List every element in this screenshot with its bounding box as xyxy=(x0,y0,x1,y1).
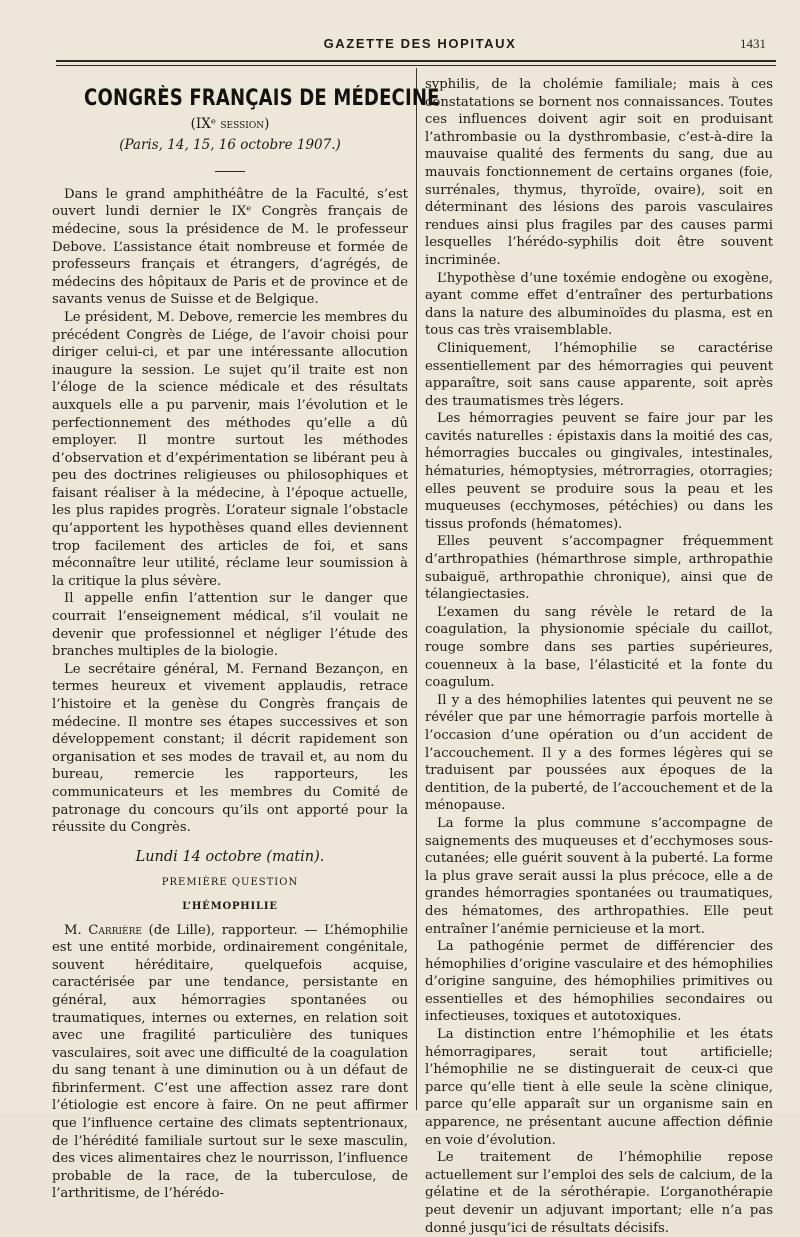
session-word: session xyxy=(216,115,265,132)
session-line xyxy=(52,116,408,134)
session-heading: Lundi 14 octobre (matin). xyxy=(135,848,325,865)
paragraph: La pathogénie permet de différencier des hémophilies d’origine vasculaire et des hémophilies d’origine sanguine, des hémophilies primitives ou essentielles et des hémophilies secondaires ou infectieuses, toxiques et autotoxiques. xyxy=(425,939,773,1025)
paragraph: L’hypothèse d’une toxémie endogène ou exogène, ayant comme effet d’entraîner des perturbations dans la nature des albuminoïdes du plasma, est en tous cas très vraisemblable. xyxy=(425,270,773,339)
question-label: PREMIÈRE QUESTION xyxy=(161,877,299,889)
paragraph: Cliniquement, l’hémophilie se caractérise essentiellement par des hémorragies qui peuvent apparaître, soit sans cause apparente, soit après des traumatismes très légers. xyxy=(425,340,773,409)
paragraph: La forme la plus commune s’accompagne de saignements des muqueuses et d’ecchymoses sous-cutanées; elle guérit souvent à la puberté. La forme la plus grave serait aussi la plus précoce, elle a de grandes hémorragies spontanées ou traumatiques, des hématomes, des arthropathies. Elle peut entraîner l’anémie pernicieuse et la mort. xyxy=(425,815,773,937)
right-column xyxy=(425,76,773,1237)
place-dates: (Paris, 14, 15, 16 octobre 1907.) xyxy=(119,137,341,154)
paragraph: Il y a des hémophilies latentes qui peuvent ne se révéler que par une hémorragie parfois mortelle à l’occasion d’une opération ou d’un accident de l’accouchement. Il y a des formes légères qui se traduisent par poussées aux époques de la dentition, de la puberté, de l’accouchement et de la ménopause. xyxy=(425,692,773,814)
rapporteur-paragraph xyxy=(52,922,408,1204)
left-column xyxy=(52,70,440,1203)
page-number: 1431 xyxy=(740,36,766,51)
rapporteur-name: M. Carrière xyxy=(64,922,142,938)
paragraph: La distinction entre l’hémophilie et les états hémorragipares, serait tout artificielle; l’hémophilie ne se distinguerait de ceux-ci que parce qu’elle tient à elle seule la scène clinique, parce qu’elle apparaît sur un organisme sain en apparence, ne présentant aucune affection définie en voie d’évolution. xyxy=(425,1027,773,1148)
paragraph: L’examen du sang révèle le retard de la coagulation, la physionomie spéciale du caillot, rouge sombre dans ses parties supérieures, couenneux à la base, l’élasticité et la fonte du coagulum. xyxy=(425,604,773,691)
paragraph: Dans le grand amphithéâtre de la Faculté, s’est ouvert lundi dernier le IXᵉ Congrès français de médecine, sous la présidence de M. le professeur Debove. L’assistance était nombreuse et formée de professeurs français et étrangers, d’agrégés, de médecins des hôpitaux de Paris et de province et de savants venus de Suisse et de Belgique. xyxy=(52,186,408,308)
session-number: IXᵉ xyxy=(195,115,217,132)
paragraph: Le secrétaire général, M. Fernand Bezançon, en termes heureux et vivement applaudis, retrace l’histoire et la genèse du Congrès français de médecine. Il montre ses étapes successives et son développement constant; il décrit rapidement son organisation et ses modes de travail et, au nom du bureau, remercie les rapporteurs, les communicateurs et les membres du Comité de patronage du concours qu’ils ont apporté pour la réussite du Congrès. xyxy=(52,661,408,836)
session-open: ( xyxy=(190,115,196,132)
paragraph: Le président, M. Debove, remercie les membres du précédent Congrès de Liége, de l’avoir choisi pour diriger celui-ci, et par une intéressante allocution inaugure la session. Le sujet qu’il traite est non l’éloge de la science médicale et des résultats auxquels elle a pu parvenir, mais l’évolution et le perfectionnement des méthodes qu’elle a dû employer. Il montre surtout les méthodes d’observation et d’expérimentation se libérant peu à peu des doctrines religieuses ou philosophiques et faisant réaliser à la médecine, à l’époque actuelle, les plus rapides progrès. L’orateur signale l’obstacle qu’apportent les hypothèses quand elles deviennent trop facilement des articles de foi, et sans méconnaître leur utilité, réclame leur soumission à la critique la plus sévère. xyxy=(52,309,408,589)
paragraph: Elles peuvent s’accompagner fréquemment d’arthropathies (hémarthrose simple, arthropathie subaiguë, arthropathie chronique), ainsi que de télangiectasies. xyxy=(425,534,773,603)
paragraph: syphilis, de la cholémie familiale; mais à ces constatations se bornent nos connaissances. Toutes ces influences doivent agir soit en produisant l’athrombasie ou la dysthrombasie, c’est-à-dire la mauvaise qualité des ferments du sang, due au mauvais fonctionnement de certains organes (foie, surrénales, thymus, thyroïde, ovaire), soit en déterminant des lésions des parois vasculaires rendues ainsi plus fragiles par des causes parmi lesquelles l’hérédo-syphilis doit être souvent incriminée. xyxy=(425,77,773,268)
title-separator xyxy=(215,171,245,172)
rapporteur-text: (de Lille), rapporteur. — L’hémophilie est une entité morbide, ordinairement congénitale, souvent héréditaire, quelquefois acquise, caractérisée par une tendance, persistante en général, aux hémorragies spontanées ou traumatiques, internes ou externes, en relation soit avec une fragilité particulière des tuniques vasculaires, soit avec une difficulté de la coagulation du sang tenant à une diminution ou à un défaut de fibrinferment. C’est une affection assez rare dont l’étiologie est encore à faire. On ne peut affirmer que l’influence certaine des climats septentrionaux, de l’hérédité familiale surtout sur le sexe masculin, des vices alimentaires chez le nourrisson, l’influence probable de la race, de la tuberculose, de l’arthritisme, de l’hérédo- xyxy=(52,922,408,1202)
topic-label: L’HÉMOPHILIE xyxy=(182,900,278,912)
article-title: CONGRÈS FRANÇAIS DE MÉDECINE xyxy=(84,86,440,111)
paragraph: Il appelle enfin l’attention sur le danger que courrait l’enseignement médical, s’il voulait ne devenir que professionnel et négliger l’étude des branches multiples de la biologie. xyxy=(52,591,408,660)
session-close: ) xyxy=(264,115,270,132)
paragraph: Les hémorragies peuvent se faire jour par les cavités naturelles : épistaxis dans la moitié des cas, hémorragies buccales ou gingivales, intestinales, hématuries, hémoptysies, métrorragies, otorragies; elles peuvent se produire sous la peau et les muqueuses (ecchymoses, pétéchies) ou dans les tissus profonds (hématomes). xyxy=(425,411,773,532)
column-divider xyxy=(416,68,417,1110)
running-head xyxy=(0,36,800,56)
paragraph: Le traitement de l’hémophilie repose actuellement sur l’emploi des sels de calcium, de la gélatine et de la sérothérapie. L’organothérapie peut devenir un adjuvant important; elle n’a pas donné jusqu’ici de résultats décisifs. xyxy=(425,1150,773,1236)
header-rule-thick xyxy=(56,60,776,62)
header-rule-thin xyxy=(56,65,776,66)
running-title: GAZETTE DES HOPITAUX xyxy=(323,36,517,51)
